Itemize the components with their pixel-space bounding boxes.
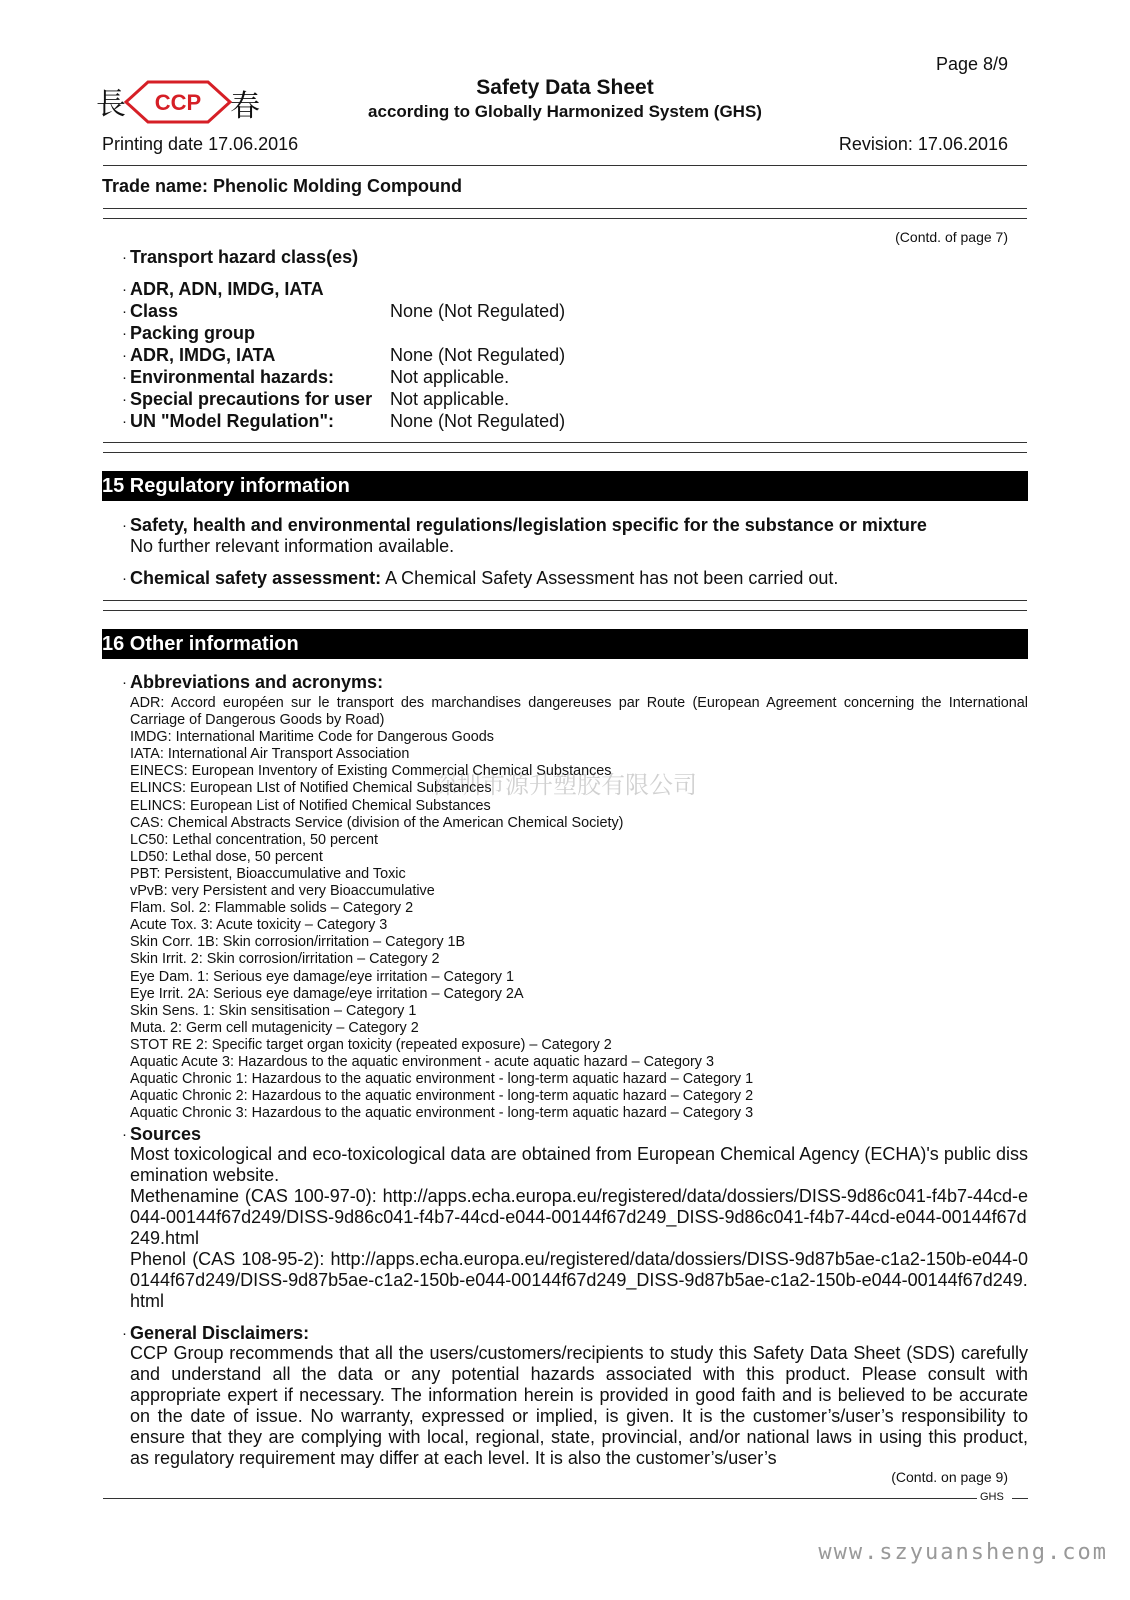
watermark-text: 深圳市源升塑胶有限公司 [433, 771, 697, 799]
abbreviation-item: LC50: Lethal concentration, 50 percent [130, 831, 379, 848]
section-15-header [102, 471, 1028, 501]
transport-label: Packing group [130, 323, 256, 343]
abbreviation-item: ADR: Accord européen sur le transport des marchandises dangereuses par Route (European Agreement concerning the International Carriage of Dangerous Goods by Road) [130, 695, 1028, 729]
abbreviation-item: Eye Irrit. 2A: Serious eye damage/eye irritation – Category 2A [130, 985, 524, 1002]
transport-value: None (Not Regulated) [390, 301, 566, 321]
abbreviation-item: ELINCS: European LIst of Notified Chemical Substances [130, 780, 492, 797]
abbreviation-item: Skin Sens. 1: Skin sensitisation – Category 1 [130, 1002, 417, 1019]
csa-label: Chemical safety assessment: [130, 568, 382, 588]
divider [103, 452, 1027, 453]
abbreviation-item: Acute Tox. 3: Acute toxicity – Category 3 [130, 917, 388, 934]
divider [103, 442, 1027, 443]
abbreviations-list [130, 695, 1028, 1122]
section-15-title: 15 Regulatory information [102, 475, 350, 497]
page-number: Page 8/9 [935, 54, 1008, 74]
transport-label: Special precautions for user [130, 389, 373, 409]
csa-text: A Chemical Safety Assessment has not been carried out. [385, 568, 839, 588]
transport-value: Not applicable. [390, 389, 510, 409]
transport-label: Class [130, 301, 179, 321]
abbreviation-item: Aquatic Acute 3: Hazardous to the aquatic environment - acute aquatic hazard – Category 3 [130, 1053, 714, 1070]
abbreviation-item: Aquatic Chronic 1: Hazardous to the aquatic environment - long-term aquatic hazard – Category 1 [130, 1071, 754, 1088]
abbreviation-item: Flam. Sol. 2: Flammable solids – Category 2 [130, 900, 414, 917]
logo-left-char: 長 [96, 87, 126, 122]
footer-line [103, 1498, 977, 1499]
abbreviation-item: EINECS: European Inventory of Existing Commercial Chemical Substances [130, 763, 612, 780]
source-phenol: Phenol (CAS 108-95-2): http://apps.echa.europa.eu/registered/data/dossiers/DISS-9d87b5ae-c1a2-150b-e044-00144f67d249/DISS-9d87b5ae-c1a2-150b-e044-00144f67d249_DISS-9d87b5ae-c1a2-150b-e044-00144f67d249.html [130, 1249, 1028, 1311]
continued-from: (Contd. of page 7) [895, 229, 1008, 245]
divider [103, 600, 1027, 601]
transport-label: UN "Model Regulation": [130, 411, 335, 431]
disclaimer-text: CCP Group recommends that all the users/customers/recipients to study this Safety Data Sheet (SDS) carefully and understand all the data or any potential hazards associated with this product. Please consult with appropriate expert if necessary. The information herein is provided in good faith and is believed to be accurate on the date of issue. No warranty, expressed or implied, is given. It is the customer’s/user’s responsibility to ensure that they are complying with local, regional, state, provincial, and/or national laws in using this product, as regulatory requirement may differ at each level. It is also the customer’s/user’s [130, 1343, 1028, 1468]
ghs-label: GHS [980, 1491, 1004, 1503]
abbreviation-item: PBT: Persistent, Bioaccumulative and Toxic [130, 865, 406, 882]
transport-value: None (Not Regulated) [390, 411, 566, 431]
abbreviation-item: IATA: International Air Transport Association [130, 746, 410, 763]
chemical-safety-assessment [130, 568, 838, 589]
document-subtitle: according to Globally Harmonized System (GHS) [368, 102, 762, 121]
abbreviations-heading: Abbreviations and acronyms: [130, 672, 384, 692]
abbreviation-item: Skin Irrit. 2: Skin corrosion/irritation – Category 2 [130, 951, 440, 968]
logo-right-char: 春 [230, 89, 260, 124]
printing-date: Printing date 17.06.2016 [102, 134, 299, 154]
abbreviation-item: Eye Dam. 1: Serious eye damage/eye irritation – Category 1 [130, 968, 514, 985]
abbreviation-item: LD50: Lethal dose, 50 percent [130, 848, 323, 865]
abbreviation-item: Muta. 2: Germ cell mutagenicity – Category 2 [130, 1019, 419, 1036]
abbreviation-item: STOT RE 2: Specific target organ toxicity (repeated exposure) – Category 2 [130, 1036, 612, 1053]
sources-heading: Sources [130, 1124, 202, 1144]
abbreviation-item: ELINCS: European List of Notified Chemical Substances [130, 797, 491, 814]
regulations-text: No further relevant information available. [130, 536, 455, 556]
regulations-heading: Safety, health and environmental regulations/legislation specific for the substance or mixture [130, 515, 927, 535]
document-title: Safety Data Sheet [476, 76, 654, 99]
disclaimer-heading: General Disclaimers: [130, 1323, 310, 1343]
continued-on: (Contd. on page 9) [891, 1469, 1008, 1485]
sources-body [130, 1144, 1028, 1312]
source-methenamine: Methenamine (CAS 100-97-0): http://apps.echa.europa.eu/registered/data/dossiers/DISS-9d86c041-f4b7-44cd-e044-00144f67d249/DISS-9d86c041-f4b7-44cd-e044-00144f67d249_DISS-9d86c041-f4b7-44cd-e044-00144f67d249.html [130, 1186, 1028, 1248]
abbreviation-item: IMDG: International Maritime Code for Dangerous Goods [130, 729, 494, 746]
section-16-header [102, 629, 1028, 659]
transport-label: ADR, IMDG, IATA [130, 345, 276, 365]
trade-name: Trade name: Phenolic Molding Compound [102, 176, 463, 196]
divider [103, 218, 1027, 219]
divider [103, 165, 1027, 166]
footer-line [1012, 1498, 1028, 1499]
abbreviation-item: Aquatic Chronic 3: Hazardous to the aquatic environment - long-term aquatic hazard – Category 3 [130, 1105, 754, 1122]
transport-value: None (Not Regulated) [390, 345, 566, 365]
abbreviation-item: Aquatic Chronic 2: Hazardous to the aquatic environment - long-term aquatic hazard – Category 2 [130, 1088, 754, 1105]
sources-intro: Most toxicological and eco-toxicological data are obtained from European Chemical Agency (ECHA)'s public dissemination website. [130, 1144, 1028, 1185]
transport-label: Environmental hazards: [130, 367, 335, 387]
transport-value: Not applicable. [390, 367, 510, 387]
abbreviation-item: Skin Corr. 1B: Skin corrosion/irritation – Category 1B [130, 934, 466, 951]
transport-heading: Transport hazard class(es) [130, 247, 359, 267]
revision-date: Revision: 17.06.2016 [838, 134, 1008, 154]
abbreviation-item: CAS: Chemical Abstracts Service (division of the American Chemical Society) [130, 814, 624, 831]
section-16-title: 16 Other information [102, 633, 299, 655]
transport-label: ADR, ADN, IMDG, IATA [130, 279, 324, 299]
divider [103, 208, 1027, 209]
divider [103, 610, 1027, 611]
website-watermark: www.szyuansheng.com [818, 1540, 1108, 1565]
abbreviation-item: vPvB: very Persistent and very Bioaccumulative [130, 883, 435, 900]
logo-center-text: CCP [154, 90, 202, 115]
